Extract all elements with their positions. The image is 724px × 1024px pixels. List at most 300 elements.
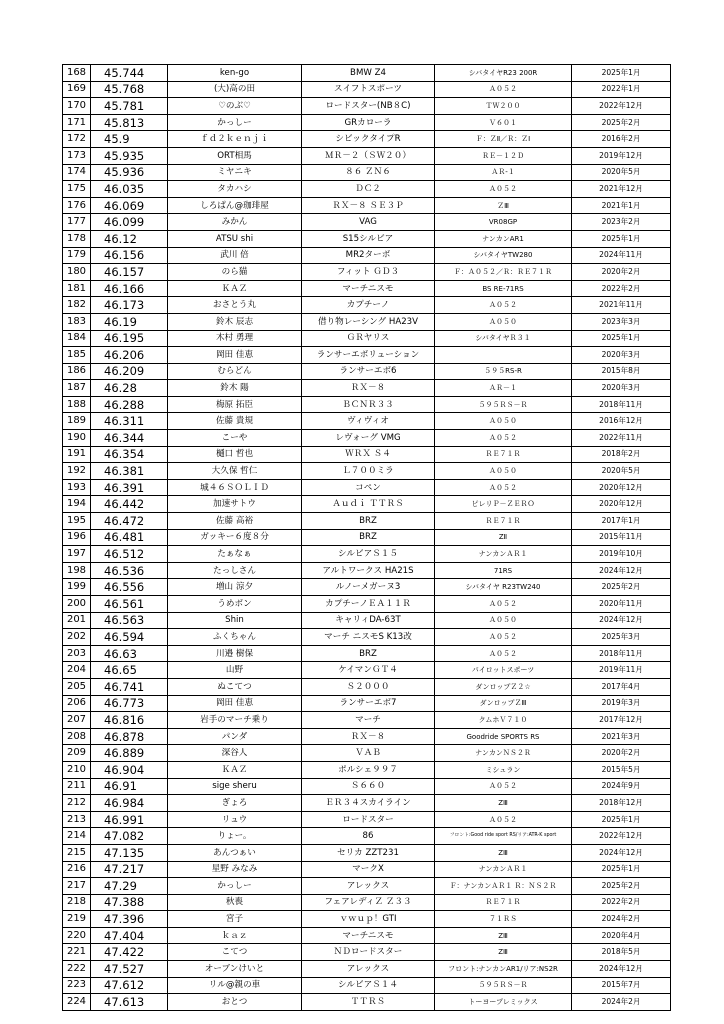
rank-cell: 189: [63, 413, 91, 430]
rank-cell: 199: [63, 579, 91, 596]
tire-cell: パイロットスポーツ: [435, 662, 572, 679]
tire-cell: ダンロップＺⅢ: [435, 695, 572, 712]
table-row: [63, 479, 671, 496]
tire-cell: Ａ０５２: [435, 181, 572, 198]
car-model-cell: マーチニスモ: [302, 280, 435, 297]
table-row: [63, 645, 671, 662]
rank-cell: 215: [63, 844, 91, 861]
car-model-cell: アレックス: [302, 878, 435, 895]
tire-cell: ナンカンAR1: [435, 230, 572, 247]
rank-cell: 181: [63, 280, 91, 297]
table-row: [63, 529, 671, 546]
table-row: [63, 579, 671, 596]
rank-cell: 180: [63, 264, 91, 281]
car-model-cell: シビックタイプR: [302, 131, 435, 148]
lap-time-cell: 47.082: [91, 828, 168, 845]
driver-name-cell: Shin: [168, 612, 302, 629]
tire-cell: VR08GP: [435, 214, 572, 231]
date-cell: 2020年5月: [572, 463, 671, 480]
car-model-cell: ＲＸ－８ ＳＥ３Ｐ: [302, 197, 435, 214]
tire-cell: ZⅢ: [435, 944, 572, 961]
date-cell: 2015年7月: [572, 977, 671, 994]
table-row: [63, 396, 671, 413]
tire-cell: ＲＥ－１２Ｄ: [435, 147, 572, 164]
car-model-cell: ランサーエボ7: [302, 695, 435, 712]
driver-name-cell: 増山 涼夕: [168, 579, 302, 596]
rank-cell: 222: [63, 961, 91, 978]
rank-cell: 214: [63, 828, 91, 845]
lap-time-cell: 46.344: [91, 430, 168, 447]
tire-cell: Ａ０５２: [435, 645, 572, 662]
table-row: [63, 861, 671, 878]
driver-name-cell: リュウ: [168, 811, 302, 828]
date-cell: 2025年2月: [572, 114, 671, 131]
date-cell: 2016年12月: [572, 413, 671, 430]
lap-time-cell: 46.816: [91, 712, 168, 729]
car-model-cell: ポルシェ９９７: [302, 761, 435, 778]
tire-cell: ダンロップＺ２☆: [435, 678, 572, 695]
driver-name-cell: 樋口 哲也: [168, 446, 302, 463]
rank-cell: 220: [63, 927, 91, 944]
car-model-cell: ＶＡＢ: [302, 745, 435, 762]
lap-time-cell: 46.561: [91, 596, 168, 613]
date-cell: 2020年3月: [572, 380, 671, 397]
lap-time-cell: 45.935: [91, 147, 168, 164]
date-cell: 2015年5月: [572, 761, 671, 778]
tire-cell: シバタイヤR23 200R: [435, 65, 572, 82]
date-cell: 2024年9月: [572, 778, 671, 795]
rank-cell: 211: [63, 778, 91, 795]
driver-name-cell: 山野: [168, 662, 302, 679]
tire-cell: ５９５ＲＳ－Ｒ: [435, 977, 572, 994]
rank-cell: 207: [63, 712, 91, 729]
lap-time-cell: 46.28: [91, 380, 168, 397]
table-row: [63, 446, 671, 463]
date-cell: 2024年2月: [572, 994, 671, 1011]
driver-name-cell: 岩手のマーチ乗り: [168, 712, 302, 729]
lap-time-cell: 45.744: [91, 65, 168, 82]
tire-cell: ZⅢ: [435, 844, 572, 861]
rank-cell: 201: [63, 612, 91, 629]
car-model-cell: ８６ ＺＮ６: [302, 164, 435, 181]
tire-cell: ナンカンＡＲ１: [435, 546, 572, 563]
rank-cell: 219: [63, 911, 91, 928]
date-cell: 2021年1月: [572, 197, 671, 214]
rank-cell: 174: [63, 164, 91, 181]
lap-time-cell: 46.209: [91, 363, 168, 380]
table-row: [63, 264, 671, 281]
table-row: [63, 911, 671, 928]
tire-cell: Ａ０５２: [435, 811, 572, 828]
table-row: [63, 695, 671, 712]
car-model-cell: ランサーエボリューション: [302, 347, 435, 364]
car-model-cell: フィット ＧＤ３: [302, 264, 435, 281]
driver-name-cell: おさとう丸: [168, 297, 302, 314]
date-cell: 2022年2月: [572, 280, 671, 297]
tire-cell: ７１ＲＳ: [435, 911, 572, 928]
car-model-cell: アルトワークス HA21S: [302, 562, 435, 579]
table-row: [63, 413, 671, 430]
table-row: [63, 164, 671, 181]
car-model-cell: ロードスター(NB８C): [302, 98, 435, 115]
car-model-cell: セリカ ZZT231: [302, 844, 435, 861]
table-row: [63, 712, 671, 729]
table-row: [63, 297, 671, 314]
date-cell: 2018年11月: [572, 645, 671, 662]
date-cell: 2025年1月: [572, 65, 671, 82]
rank-cell: 212: [63, 795, 91, 812]
table-row: [63, 994, 671, 1011]
tire-cell: ＲＥ７１Ｒ: [435, 513, 572, 530]
lap-time-cell: 47.29: [91, 878, 168, 895]
date-cell: 2020年12月: [572, 496, 671, 513]
rank-cell: 179: [63, 247, 91, 264]
lap-time-cell: 46.035: [91, 181, 168, 198]
tire-cell: トーヨープレミックス: [435, 994, 572, 1011]
table-row: [63, 247, 671, 264]
car-model-cell: Ｓ２０００: [302, 678, 435, 695]
rank-cell: 191: [63, 446, 91, 463]
lap-time-cell: 46.12: [91, 230, 168, 247]
table-row: [63, 894, 671, 911]
date-cell: 2019年11月: [572, 662, 671, 679]
date-cell: 2025年2月: [572, 878, 671, 895]
tire-cell: Ｆ：Ａ０５２／Ｒ：ＲＥ７１Ｒ: [435, 264, 572, 281]
tire-cell: ＲＥ７１Ｒ: [435, 446, 572, 463]
lap-time-cell: 46.099: [91, 214, 168, 231]
tire-cell: BS RE-71RS: [435, 280, 572, 297]
lap-time-cell: 46.391: [91, 479, 168, 496]
tire-cell: Ａ０５２: [435, 430, 572, 447]
table-row: [63, 961, 671, 978]
lap-time-cell: 47.612: [91, 977, 168, 994]
lap-time-cell: 46.556: [91, 579, 168, 596]
table-row: [63, 280, 671, 297]
lap-time-cell: 47.422: [91, 944, 168, 961]
car-model-cell: ＲＸ－８: [302, 380, 435, 397]
lap-time-cell: 46.91: [91, 778, 168, 795]
rank-cell: 197: [63, 546, 91, 563]
lap-time-cell: 45.936: [91, 164, 168, 181]
date-cell: 2015年8月: [572, 363, 671, 380]
lap-time-cell: 46.481: [91, 529, 168, 546]
lap-time-cell: 47.527: [91, 961, 168, 978]
car-model-cell: ヴィヴィオ: [302, 413, 435, 430]
car-model-cell: MR2ターボ: [302, 247, 435, 264]
table-row: [63, 496, 671, 513]
car-model-cell: マーチ ニスモS K13改: [302, 629, 435, 646]
rank-cell: 176: [63, 197, 91, 214]
driver-name-cell: ミヤニキ: [168, 164, 302, 181]
car-model-cell: マーチニスモ: [302, 927, 435, 944]
car-model-cell: BRZ: [302, 529, 435, 546]
lap-time-cell: 46.442: [91, 496, 168, 513]
date-cell: 2017年4月: [572, 678, 671, 695]
rank-cell: 218: [63, 894, 91, 911]
car-model-cell: Ｓ６６０: [302, 778, 435, 795]
rank-cell: 172: [63, 131, 91, 148]
rank-cell: 190: [63, 430, 91, 447]
tire-cell: Goodride SPORTS RS: [435, 728, 572, 745]
lap-time-cell: 46.157: [91, 264, 168, 281]
driver-name-cell: ぬこてつ: [168, 678, 302, 695]
date-cell: 2018年12月: [572, 795, 671, 812]
table-row: [63, 380, 671, 397]
date-cell: 2024年12月: [572, 844, 671, 861]
rank-cell: 202: [63, 629, 91, 646]
table-row: [63, 878, 671, 895]
rank-cell: 213: [63, 811, 91, 828]
table-row: [63, 98, 671, 115]
tire-cell: ナンカンＡＲ１: [435, 861, 572, 878]
table-row: [63, 463, 671, 480]
car-model-cell: ＮＤロードスター: [302, 944, 435, 961]
rank-cell: 170: [63, 98, 91, 115]
driver-name-cell: かっしー: [168, 878, 302, 895]
date-cell: 2023年3月: [572, 313, 671, 330]
driver-name-cell: 宮子: [168, 911, 302, 928]
lap-time-cell: 46.195: [91, 330, 168, 347]
tire-cell: 71RS: [435, 562, 572, 579]
driver-name-cell: タカハシ: [168, 181, 302, 198]
rank-cell: 216: [63, 861, 91, 878]
date-cell: 2021年12月: [572, 181, 671, 198]
car-model-cell: ＴＴＲＳ: [302, 994, 435, 1011]
table-row: [63, 181, 671, 198]
rank-cell: 184: [63, 330, 91, 347]
table-row: [63, 778, 671, 795]
lap-time-cell: 46.63: [91, 645, 168, 662]
table-row: [63, 844, 671, 861]
table-row: [63, 65, 671, 82]
driver-name-cell: ｋａｚ: [168, 927, 302, 944]
driver-name-cell: 武川 倍: [168, 247, 302, 264]
rank-cell: 187: [63, 380, 91, 397]
car-model-cell: ＲＸ－８: [302, 728, 435, 745]
tire-cell: Ａ０５０: [435, 313, 572, 330]
date-cell: 2015年11月: [572, 529, 671, 546]
driver-name-cell: ken-go: [168, 65, 302, 82]
lap-time-cell: 46.206: [91, 347, 168, 364]
lap-time-cell: 46.166: [91, 280, 168, 297]
driver-name-cell: あんつぁい: [168, 844, 302, 861]
date-cell: 2018年11月: [572, 396, 671, 413]
table-row: [63, 761, 671, 778]
table-row: [63, 678, 671, 695]
rank-cell: 175: [63, 181, 91, 198]
lap-time-cell: 46.773: [91, 695, 168, 712]
rank-cell: 194: [63, 496, 91, 513]
table-row: [63, 313, 671, 330]
driver-name-cell: 加速サトウ: [168, 496, 302, 513]
table-row: [63, 811, 671, 828]
date-cell: 2020年2月: [572, 264, 671, 281]
date-cell: 2019年10月: [572, 546, 671, 563]
driver-name-cell: 岡田 佳恵: [168, 695, 302, 712]
driver-name-cell: 佐藤 高裕: [168, 513, 302, 530]
date-cell: 2016年2月: [572, 131, 671, 148]
car-model-cell: BMW Z4: [302, 65, 435, 82]
date-cell: 2025年1月: [572, 861, 671, 878]
table-row: [63, 546, 671, 563]
rank-cell: 221: [63, 944, 91, 961]
driver-name-cell: 岡田 佳恵: [168, 347, 302, 364]
rank-cell: 173: [63, 147, 91, 164]
ranking-table-body: [63, 65, 671, 1011]
lap-time-cell: 46.904: [91, 761, 168, 778]
driver-name-cell: 深谷人: [168, 745, 302, 762]
driver-name-cell: ｆｄ２ｋｅｎｊｉ: [168, 131, 302, 148]
date-cell: 2022年1月: [572, 81, 671, 98]
tire-cell: ＺⅢ: [435, 197, 572, 214]
driver-name-cell: たぁなぁ: [168, 546, 302, 563]
date-cell: 2020年4月: [572, 927, 671, 944]
table-row: [63, 513, 671, 530]
rank-cell: 196: [63, 529, 91, 546]
rank-cell: 169: [63, 81, 91, 98]
date-cell: 2022年2月: [572, 894, 671, 911]
rank-cell: 205: [63, 678, 91, 695]
tire-cell: ミシュラン: [435, 761, 572, 778]
tire-cell: クムホＶ７１０: [435, 712, 572, 729]
car-model-cell: シルビアＳ１５: [302, 546, 435, 563]
date-cell: 2024年12月: [572, 562, 671, 579]
tire-cell: Ｆ：ナンカンＡＲ１ Ｒ：ＮＳ２Ｒ: [435, 878, 572, 895]
tire-cell: シバタイヤ R23TW240: [435, 579, 572, 596]
driver-name-cell: ＫＡＺ: [168, 280, 302, 297]
car-model-cell: ｖｗｕｐ！GTI: [302, 911, 435, 928]
table-row: [63, 828, 671, 845]
driver-name-cell: うめボン: [168, 596, 302, 613]
tire-cell: Ｆ：ＺⅡ／Ｒ：ＺI: [435, 131, 572, 148]
tire-cell: Ａ０５０: [435, 612, 572, 629]
date-cell: 2017年1月: [572, 513, 671, 530]
lap-time-cell: 47.613: [91, 994, 168, 1011]
tire-cell: Ａ０５２: [435, 629, 572, 646]
lap-time-cell: 45.768: [91, 81, 168, 98]
table-row: [63, 728, 671, 745]
tire-cell: フロント:ナンカンAR1/リア:NS2R: [435, 961, 572, 978]
car-model-cell: VAG: [302, 214, 435, 231]
car-model-cell: レヴォーグ VMG: [302, 430, 435, 447]
car-model-cell: キャリィDA-63T: [302, 612, 435, 629]
lap-time-cell: 46.381: [91, 463, 168, 480]
date-cell: 2018年2月: [572, 446, 671, 463]
date-cell: 2023年2月: [572, 214, 671, 231]
car-model-cell: BRZ: [302, 645, 435, 662]
rank-cell: 182: [63, 297, 91, 314]
lap-time-cell: 47.388: [91, 894, 168, 911]
driver-name-cell: ＫＡＺ: [168, 761, 302, 778]
car-model-cell: ＭＲ－２（ＳＷ２０）: [302, 147, 435, 164]
table-row: [63, 131, 671, 148]
table-row: [63, 612, 671, 629]
table-row: [63, 363, 671, 380]
driver-name-cell: 鈴木 陽: [168, 380, 302, 397]
table-row: [63, 114, 671, 131]
lap-time-cell: 46.741: [91, 678, 168, 695]
table-row: [63, 347, 671, 364]
rank-cell: 171: [63, 114, 91, 131]
tire-cell: シバタイヤTW280: [435, 247, 572, 264]
tire-cell: Ａ０５２: [435, 81, 572, 98]
date-cell: 2025年1月: [572, 811, 671, 828]
rank-cell: 185: [63, 347, 91, 364]
table-row: [63, 662, 671, 679]
driver-name-cell: たっしさん: [168, 562, 302, 579]
table-row: [63, 795, 671, 812]
lap-time-cell: 46.472: [91, 513, 168, 530]
driver-name-cell: ふくちゃん: [168, 629, 302, 646]
driver-name-cell: しろぱん@珈琲屋: [168, 197, 302, 214]
rank-cell: 200: [63, 596, 91, 613]
driver-name-cell: ぎょろ: [168, 795, 302, 812]
rank-cell: 198: [63, 562, 91, 579]
car-model-cell: スイフトスポーツ: [302, 81, 435, 98]
tire-cell: ピレリＰ－ＺＥＲＯ: [435, 496, 572, 513]
driver-name-cell: りょー。: [168, 828, 302, 845]
tire-cell: ZⅢ: [435, 795, 572, 812]
tire-cell: ＲＥ７１Ｒ: [435, 894, 572, 911]
driver-name-cell: パンダ: [168, 728, 302, 745]
rank-cell: 188: [63, 396, 91, 413]
rank-cell: 204: [63, 662, 91, 679]
tire-cell: ＴＷ２００: [435, 98, 572, 115]
lap-time-cell: 47.404: [91, 927, 168, 944]
tire-cell: Ａ０５０: [435, 413, 572, 430]
lap-time-cell: 46.512: [91, 546, 168, 563]
tire-cell: [435, 347, 572, 364]
lap-time-cell: 47.217: [91, 861, 168, 878]
table-row: [63, 330, 671, 347]
date-cell: 2022年12月: [572, 828, 671, 845]
lap-time-cell: 46.311: [91, 413, 168, 430]
table-row: [63, 629, 671, 646]
date-cell: 2018年5月: [572, 944, 671, 961]
driver-name-cell: ♡のぶ♡: [168, 98, 302, 115]
table-row: [63, 230, 671, 247]
date-cell: 2017年12月: [572, 712, 671, 729]
driver-name-cell: 星野 みなみ: [168, 861, 302, 878]
driver-name-cell: ATSU shi: [168, 230, 302, 247]
date-cell: 2025年2月: [572, 579, 671, 596]
ranking-table: [62, 64, 671, 1011]
date-cell: 2020年11月: [572, 596, 671, 613]
table-row: [63, 927, 671, 944]
lap-time-cell: 46.889: [91, 745, 168, 762]
car-model-cell: ルノーメガーヌ3: [302, 579, 435, 596]
driver-name-cell: 佐藤 貴規: [168, 413, 302, 430]
rank-cell: 183: [63, 313, 91, 330]
date-cell: 2019年12月: [572, 147, 671, 164]
date-cell: 2024年12月: [572, 612, 671, 629]
driver-name-cell: ORT相馬: [168, 147, 302, 164]
car-model-cell: Ａｕｄｉ ＴＴＲＳ: [302, 496, 435, 513]
table-row: [63, 977, 671, 994]
car-model-cell: マーチ: [302, 712, 435, 729]
date-cell: 2025年3月: [572, 629, 671, 646]
car-model-cell: ロードスター: [302, 811, 435, 828]
tire-cell: ZⅡ: [435, 529, 572, 546]
tire-cell: ＡＲ-１: [435, 164, 572, 181]
driver-name-cell: ガッキー６度８分: [168, 529, 302, 546]
table-row: [63, 596, 671, 613]
driver-name-cell: (大)高の田: [168, 81, 302, 98]
lap-time-cell: 46.19: [91, 313, 168, 330]
date-cell: 2022年11月: [572, 430, 671, 447]
date-cell: 2024年2月: [572, 911, 671, 928]
rank-cell: 210: [63, 761, 91, 778]
